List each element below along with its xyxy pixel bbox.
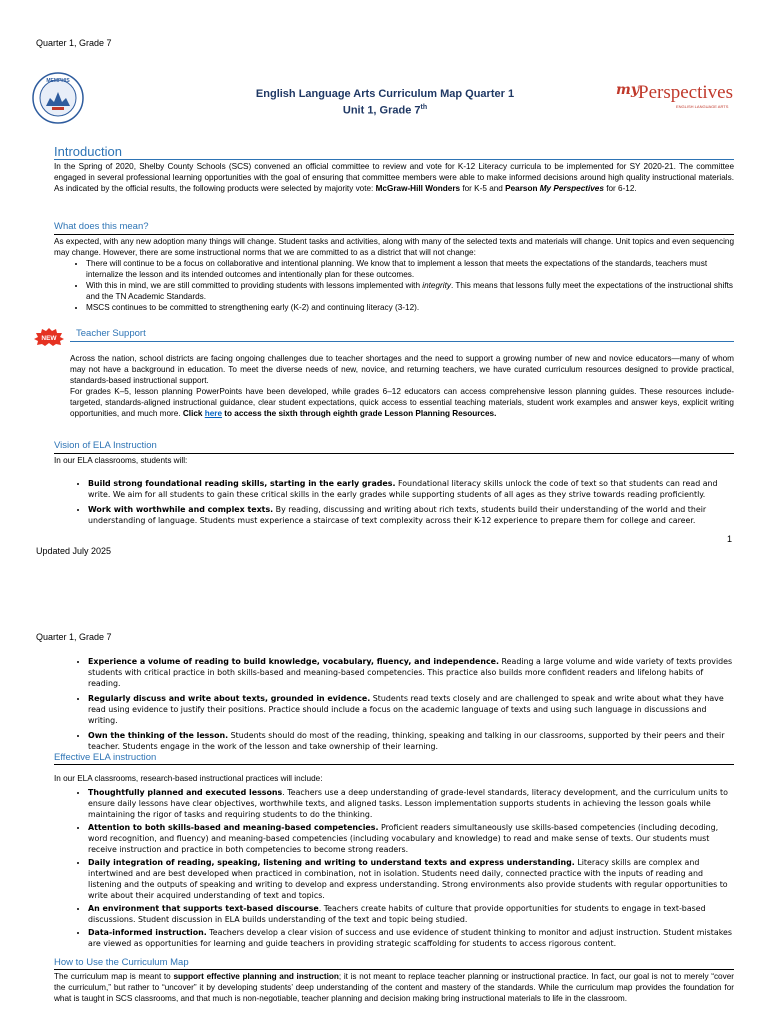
introduction-heading: Introduction — [54, 144, 122, 159]
meaning-paragraph: As expected, with any new adoption many things will change. Student tasks and activities, along with many of the selected texts and materials will change. Unit topics and even sequencing may change. However, there are some instructional norms that we are committed to as a district that will not change: — [54, 237, 734, 257]
list-item: • An environment that supports text-based discourse. Teachers create habits of culture that provide opportunities for students to engage in text-based discussions. Student discussion in ELA builds understanding of the text and topic being studied. — [88, 903, 734, 925]
page-2 — [0, 570, 768, 1024]
effective-ela-heading: Effective ELA instruction — [54, 752, 157, 763]
title-line-2: Unit 1, Grade 7th — [342, 104, 428, 117]
lesson-planning-resources-link[interactable]: here — [204, 409, 223, 418]
page-number: 1 — [727, 534, 733, 544]
logo-tagline: ENGLISH LANGUAGE ARTS — [676, 104, 729, 109]
introduction-paragraph: In the Spring of 2020, Shelby County Schools (SCS) convened an official committee to review and vote for K-12 Literacy curricula to be implemented for SY 2020-21. The committee engaged in several professional learning opportunities with the goal of ensuring that committee members were able to make informed decisions around high quality instructional materials. As indicated by the official results, the following products were selected by majority vote: McGraw-Hill Wonders for K-5 and Pearson My Perspectives for 6-12. — [54, 162, 734, 193]
list-item: • There will continue to be a focus on collaborative and intentional planning. We know that to implement a lesson that meets the expectations of the standards, teachers must internalize the lesson and its intended outcomes and intentionally plan for these outcomes. — [86, 258, 734, 280]
section-rule — [54, 453, 734, 454]
section-rule — [54, 969, 734, 970]
list-item: • Work with worthwhile and complex texts. By reading, discussing and writing about rich texts, students build their understanding of the world and their understanding of language. Students must experience a staircase of text complexity across their K-12 experience to prepare them for college and career. — [88, 504, 734, 526]
teacher-support-paragraph-1: Across the nation, school districts are facing ongoing challenges due to teacher shortages and the need to support a growing number of new and novice educators—many of whom may not have a background in education. To meet the diverse needs of new, novice, and returning teachers, we have curated curriculum resources designed to provide practical, standards-based instructional support. — [70, 354, 734, 385]
page-header: Quarter 1, Grade 7 — [36, 38, 112, 48]
title-line-1: English Language Arts Curriculum Map Quarter 1 — [255, 88, 515, 100]
meaning-bullet-list — [54, 258, 734, 313]
vision-bullet-list-continued — [54, 656, 734, 756]
list-item: • Thoughtfully planned and executed lessons. Teachers use a deep understanding of grade-level standards, literacy development, and the curriculum units to ensure daily lessons have clear objectives, worthwhile texts, and aligned tasks. Lesson implementation supports students in achieving the lesson goals while maintaining the rigor of tasks and requiring students to do the thinking. — [88, 787, 734, 820]
what-does-this-mean-heading: What does this mean? — [54, 221, 149, 232]
page-footer: Updated July 2025 — [36, 546, 112, 556]
new-badge-text: NEW — [41, 335, 57, 342]
section-rule — [54, 234, 734, 235]
effective-bullet-list — [54, 787, 734, 949]
list-item: • MSCS continues to be committed to strengthening early (K-2) and continuing literacy (3-12). — [86, 302, 734, 313]
teacher-support-paragraph-2: For grades K–5, lesson planning PowerPoints have been developed, while grades 6–12 educators can access comprehensive lesson planning guides. These resources include-targeted, standards-aligned instructional guidance, clear student expectations, quick access to essential teaching materials, student work examples and answer keys, explicit writing opportunities, and much more. Click here to access the sixth through eighth grade Lesson Planning Resources. — [70, 387, 734, 418]
list-item: • Experience a volume of reading to build knowledge, vocabulary, fluency, and independence. Reading a large volume and wide variety of texts provides students with critical practice in both skills-based and meaning-based competencies. This practice also builds more confident readers and lifelong habits of reading. — [88, 656, 734, 689]
list-item: • Data-informed instruction. Teachers develop a clear vision of success and use evidence of student thinking to monitor and adjust instruction. Student mistakes are viewed as opportunities for learning and guide teachers in providing strategic scaffolding for students to access rigorous content. — [88, 927, 734, 949]
teacher-support-heading: Teacher Support — [76, 328, 146, 339]
effective-intro: In our ELA classrooms, research-based instructional practices will include: — [54, 774, 323, 783]
list-item: • With this in mind, we are still committed to providing students with lessons implemented with integrity. This means that lessons fully meet the expectations of the instructional shifts and the TN Academic Standards. — [86, 280, 734, 302]
page-header: Quarter 1, Grade 7 — [36, 632, 112, 642]
vision-heading: Vision of ELA Instruction — [54, 440, 157, 451]
logo-my: my — [616, 82, 639, 98]
curriculum-map-paragraph: The curriculum map is meant to support effective planning and instruction; it is not meant to replace teacher planning or instructional practice. In fact, our goal is not to merely “cover the curriculum,” but rather to “uncover” it by developing students’ deep understanding of the content and mastery of the standards. While the curriculum map provides the foundation for what is taught in SCS classrooms, and that much is non-negotiable, teacher planning and decision making bring instructional materials to life in the classroom. — [54, 972, 734, 1003]
memphis-seal-logo — [32, 72, 84, 124]
new-badge-icon — [34, 328, 64, 346]
seal-text: MEMPHIS — [46, 78, 70, 84]
vision-bullet-list — [54, 478, 734, 530]
list-item: • Build strong foundational reading skills, starting in the early grades. Foundational literacy skills unlock the code of text so that students can read and write. We aim for all students to gain these critical skills in the early grades while supporting students of all ages as they strive towards reading proficiently. — [88, 478, 734, 500]
list-item: • Own the thinking of the lesson. Students should do most of the reading, thinking, speaking and talking in our classrooms, supported by their peers and their teacher. Students engage in the work of the lesson and take ownership of their learning. — [88, 730, 734, 752]
heading-rule — [54, 159, 734, 160]
document-title — [200, 88, 570, 118]
section-rule — [70, 341, 734, 342]
curriculum-map-heading: How to Use the Curriculum Map — [54, 957, 189, 968]
list-item: • Attention to both skills-based and meaning-based competencies. Proficient readers simultaneously use skills-based competencies (including decoding, word recognition, and fluency) and meaning-based competencies (including vocabulary and knowledge) to read and make sense of texts. Our students must receive instruction and practice in both competencies to become strong readers. — [88, 822, 734, 855]
logo-perspectives: Perspectives — [638, 82, 733, 103]
list-item: • Regularly discuss and write about texts, grounded in evidence. Students read texts closely and are challenged to speak and write about what they have read using evidence to justify their positions. Practice should include a focus on the academic language of texts and using such language in discussions and writing. — [88, 693, 734, 726]
vision-intro: In our ELA classrooms, students will: — [54, 456, 188, 465]
list-item: • Daily integration of reading, speaking, listening and writing to understand texts and express understanding. Literacy skills are complex and intertwined and are best developed when practiced in combination, not in isolation. Students need daily, connected practice with the inputs of reading and listening and the outputs of speaking and writing to develop and express understanding. Strong environments also provide students with regular opportunities to write about their acquired understanding of text and topics. — [88, 857, 734, 901]
myperspectives-logo — [616, 82, 736, 112]
section-rule — [54, 764, 734, 765]
